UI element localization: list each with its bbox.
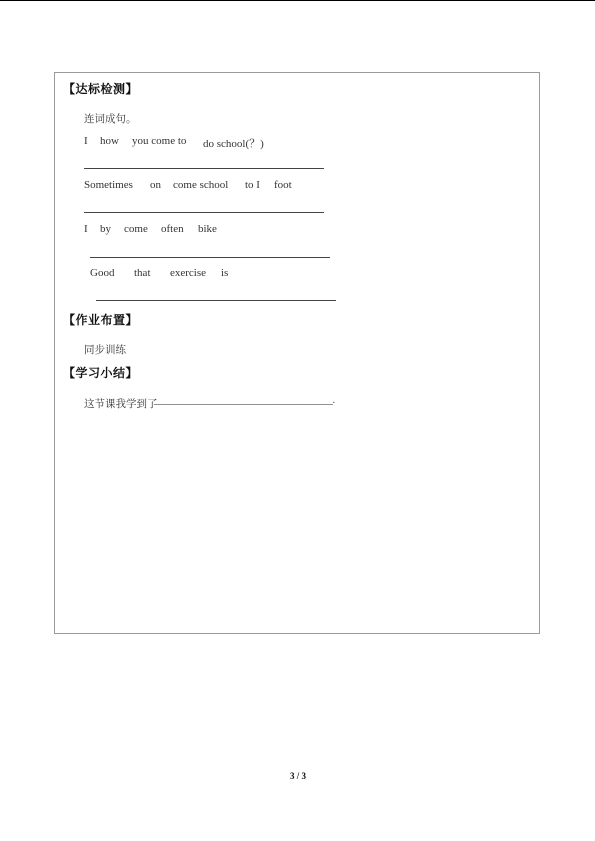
item-4-word-1: Good bbox=[90, 267, 115, 279]
item-2-word-2: on bbox=[150, 179, 161, 191]
test-instruction: 连词成句。 bbox=[84, 113, 137, 125]
item-1-word-3: you come to bbox=[132, 135, 187, 147]
item-2-word-1: Sometimes bbox=[84, 179, 133, 191]
item-2-word-5: foot bbox=[274, 179, 292, 191]
item-1-word-1: I bbox=[84, 135, 88, 147]
item-1-word-2: how bbox=[100, 135, 119, 147]
item-1-word-4: do school(？) bbox=[203, 138, 264, 150]
item-2-word-4: to I bbox=[245, 179, 260, 191]
section-title-summary: 【学习小结】 bbox=[63, 366, 139, 380]
item-4-word-4: is bbox=[221, 267, 229, 279]
item-3-word-2: by bbox=[100, 223, 111, 235]
item-4-word-2: that bbox=[134, 267, 151, 279]
item-2-answer-line[interactable] bbox=[84, 212, 324, 213]
item-3-answer-line[interactable] bbox=[90, 257, 330, 258]
page-number: 3 / 3 bbox=[290, 771, 307, 781]
summary-prompt: 这节课我学到了 bbox=[84, 398, 158, 410]
item-3-word-3: come bbox=[124, 223, 148, 235]
item-4-word-3: exercise bbox=[170, 267, 207, 279]
item-2-word-3: come school bbox=[173, 179, 229, 191]
top-rule bbox=[0, 0, 595, 1]
section-title-homework: 【作业布置】 bbox=[63, 313, 139, 327]
item-3-word-4: often bbox=[161, 223, 184, 235]
section-title-test: 【达标检测】 bbox=[63, 82, 139, 96]
summary-blank[interactable]: ______________________________________. bbox=[154, 395, 335, 406]
item-3-word-5: bike bbox=[198, 223, 217, 235]
item-3-word-1: I bbox=[84, 223, 88, 235]
content-frame bbox=[54, 72, 540, 634]
homework-text: 同步训练 bbox=[84, 344, 126, 356]
item-1-answer-line[interactable] bbox=[84, 168, 324, 169]
item-4-answer-line[interactable] bbox=[96, 300, 336, 301]
